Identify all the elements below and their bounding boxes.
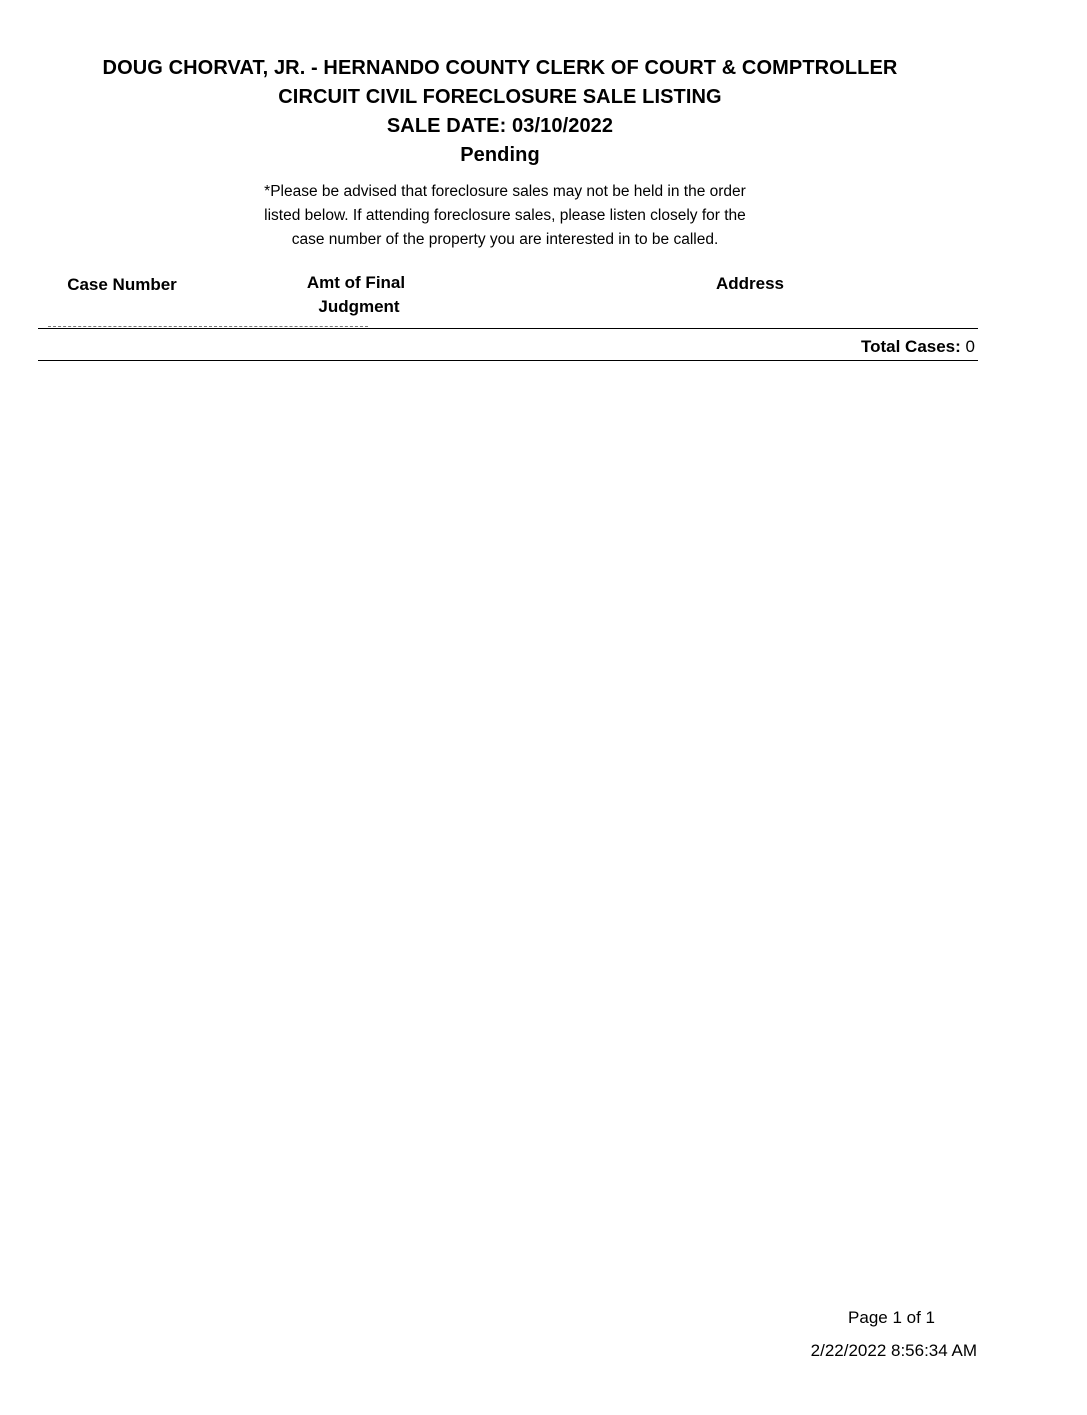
column-header-case-number: Case Number bbox=[67, 275, 177, 294]
total-cases-label: Total Cases: bbox=[860, 337, 961, 356]
notice-line-1: *Please be advised that foreclosure sales may not be held in the order bbox=[264, 183, 746, 200]
total-cases-value: 0 bbox=[965, 337, 975, 356]
notice-line-3: case number of the property you are interested in to be called. bbox=[291, 231, 719, 248]
scan-artifact-dashes bbox=[48, 326, 368, 327]
total-cases bbox=[861, 335, 975, 359]
column-header-address: Address bbox=[715, 274, 785, 293]
print-timestamp: 2/22/2022 8:56:34 AM bbox=[810, 1341, 977, 1360]
column-header-amount-line-2: Judgment bbox=[318, 297, 400, 316]
page-number: Page 1 of 1 bbox=[848, 1308, 935, 1327]
table-top-rule bbox=[38, 328, 978, 329]
column-header-amount-line-1: Amt of Final bbox=[306, 273, 406, 292]
notice-line-2: listed below. If attending foreclosure sales, please listen closely for the bbox=[264, 207, 746, 224]
listing-title: CIRCUIT CIVIL FORECLOSURE SALE LISTING bbox=[278, 86, 722, 108]
clerk-title: DOUG CHORVAT, JR. - HERNANDO COUNTY CLERK OF COURT & COMPTROLLER bbox=[102, 57, 898, 79]
sale-date: SALE DATE: 03/10/2022 bbox=[386, 115, 614, 137]
table-bottom-rule bbox=[38, 360, 978, 361]
status-heading: Pending bbox=[460, 144, 540, 166]
